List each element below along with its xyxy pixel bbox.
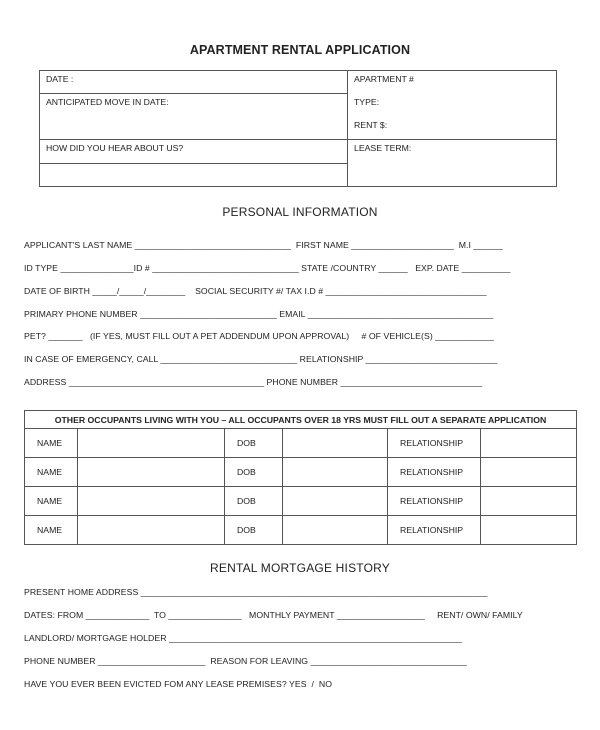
move-in-date-field[interactable]: ANTICIPATED MOVE IN DATE: bbox=[40, 94, 348, 140]
name-label: NAME bbox=[25, 458, 78, 487]
name-field[interactable] bbox=[78, 429, 225, 458]
pet-vehicle-line[interactable]: PET? _______ (IF YES, MUST FILL OUT A PET ADDENDUM UPON APPROVAL) # OF VEHICLE(S) ____________ bbox=[24, 331, 494, 341]
relationship-field[interactable] bbox=[481, 429, 577, 458]
dob-field[interactable] bbox=[283, 487, 388, 516]
relationship-label: RELATIONSHIP bbox=[388, 487, 481, 516]
name-label: NAME bbox=[25, 516, 78, 545]
rental-history-heading: RENTAL MORTGAGE HISTORY bbox=[210, 561, 390, 575]
relationship-label: RELATIONSHIP bbox=[388, 429, 481, 458]
hear-about-us-field[interactable]: HOW DID YOU HEAR ABOUT US? bbox=[40, 140, 348, 164]
occupants-header: OTHER OCCUPANTS LIVING WITH YOU – ALL OCCUPANTS OVER 18 YRS MUST FILL OUT A SEPARATE APPLICATION bbox=[25, 411, 577, 429]
relationship-label: RELATIONSHIP bbox=[388, 516, 481, 545]
relationship-field[interactable] bbox=[481, 458, 577, 487]
rental-summary-table bbox=[39, 70, 557, 187]
reason-leaving-line[interactable]: PHONE NUMBER ______________________ REASON FOR LEAVING ________________________________ bbox=[24, 656, 467, 666]
dob-field[interactable] bbox=[283, 429, 388, 458]
date-field[interactable]: DATE : bbox=[40, 71, 348, 94]
personal-info-heading: PERSONAL INFORMATION bbox=[222, 205, 378, 219]
lease-term-field[interactable]: LEASE TERM: bbox=[348, 140, 557, 187]
emergency-contact-line[interactable]: IN CASE OF EMERGENCY, CALL ____________________________ RELATIONSHIP ___________________________ bbox=[24, 354, 498, 364]
occupant-row bbox=[25, 516, 577, 545]
last-name-line[interactable]: APPLICANT'S LAST NAME ________________________________ FIRST NAME _____________________ M.I ______ bbox=[24, 240, 503, 250]
dob-line[interactable]: DATE OF BIRTH _____/_____/________ SOCIAL SECURITY #/ TAX I.D # _________________________________ bbox=[24, 286, 487, 296]
present-address-line[interactable]: PRESENT HOME ADDRESS _______________________________________________________________________ bbox=[24, 587, 488, 597]
landlord-line[interactable]: LANDLORD/ MORTGAGE HOLDER ____________________________________________________________ bbox=[24, 633, 462, 643]
rent-field[interactable]: RENT $: bbox=[354, 120, 388, 130]
dob-label: DOB bbox=[225, 487, 283, 516]
dob-field[interactable] bbox=[283, 516, 388, 545]
phone-email-line[interactable]: PRIMARY PHONE NUMBER ____________________________ EMAIL ______________________________________ bbox=[24, 309, 494, 319]
name-label: NAME bbox=[25, 487, 78, 516]
apartment-info-cell bbox=[348, 71, 557, 140]
name-label: NAME bbox=[25, 429, 78, 458]
name-field[interactable] bbox=[78, 458, 225, 487]
dob-label: DOB bbox=[225, 516, 283, 545]
occupants-table bbox=[24, 410, 577, 545]
occupant-row bbox=[25, 487, 577, 516]
dates-payment-line[interactable]: DATES: FROM _____________ TO _______________ MONTHLY PAYMENT __________________ RENT/ OWN/ FAMILY bbox=[24, 610, 523, 620]
name-field[interactable] bbox=[78, 487, 225, 516]
relationship-label: RELATIONSHIP bbox=[388, 458, 481, 487]
relationship-field[interactable] bbox=[481, 516, 577, 545]
apartment-number-field[interactable]: APARTMENT # bbox=[354, 74, 414, 84]
hear-about-us-answer[interactable] bbox=[40, 164, 348, 187]
occupant-row bbox=[25, 458, 577, 487]
evicted-question-line[interactable]: HAVE YOU EVER BEEN EVICTED FOM ANY LEASE PREMISES? YES / NO bbox=[24, 679, 333, 689]
address-line[interactable]: ADDRESS ________________________________________ PHONE NUMBER _____________________________ bbox=[24, 377, 483, 387]
occupant-row bbox=[25, 429, 577, 458]
relationship-field[interactable] bbox=[481, 487, 577, 516]
dob-label: DOB bbox=[225, 458, 283, 487]
form-title: APARTMENT RENTAL APPLICATION bbox=[189, 43, 411, 57]
type-field[interactable]: TYPE: bbox=[354, 97, 380, 107]
name-field[interactable] bbox=[78, 516, 225, 545]
dob-field[interactable] bbox=[283, 458, 388, 487]
dob-label: DOB bbox=[225, 429, 283, 458]
id-type-line[interactable]: ID TYPE _______________ID # ______________________________ STATE /COUNTRY ______ EXP. DATE __________ bbox=[24, 263, 511, 273]
